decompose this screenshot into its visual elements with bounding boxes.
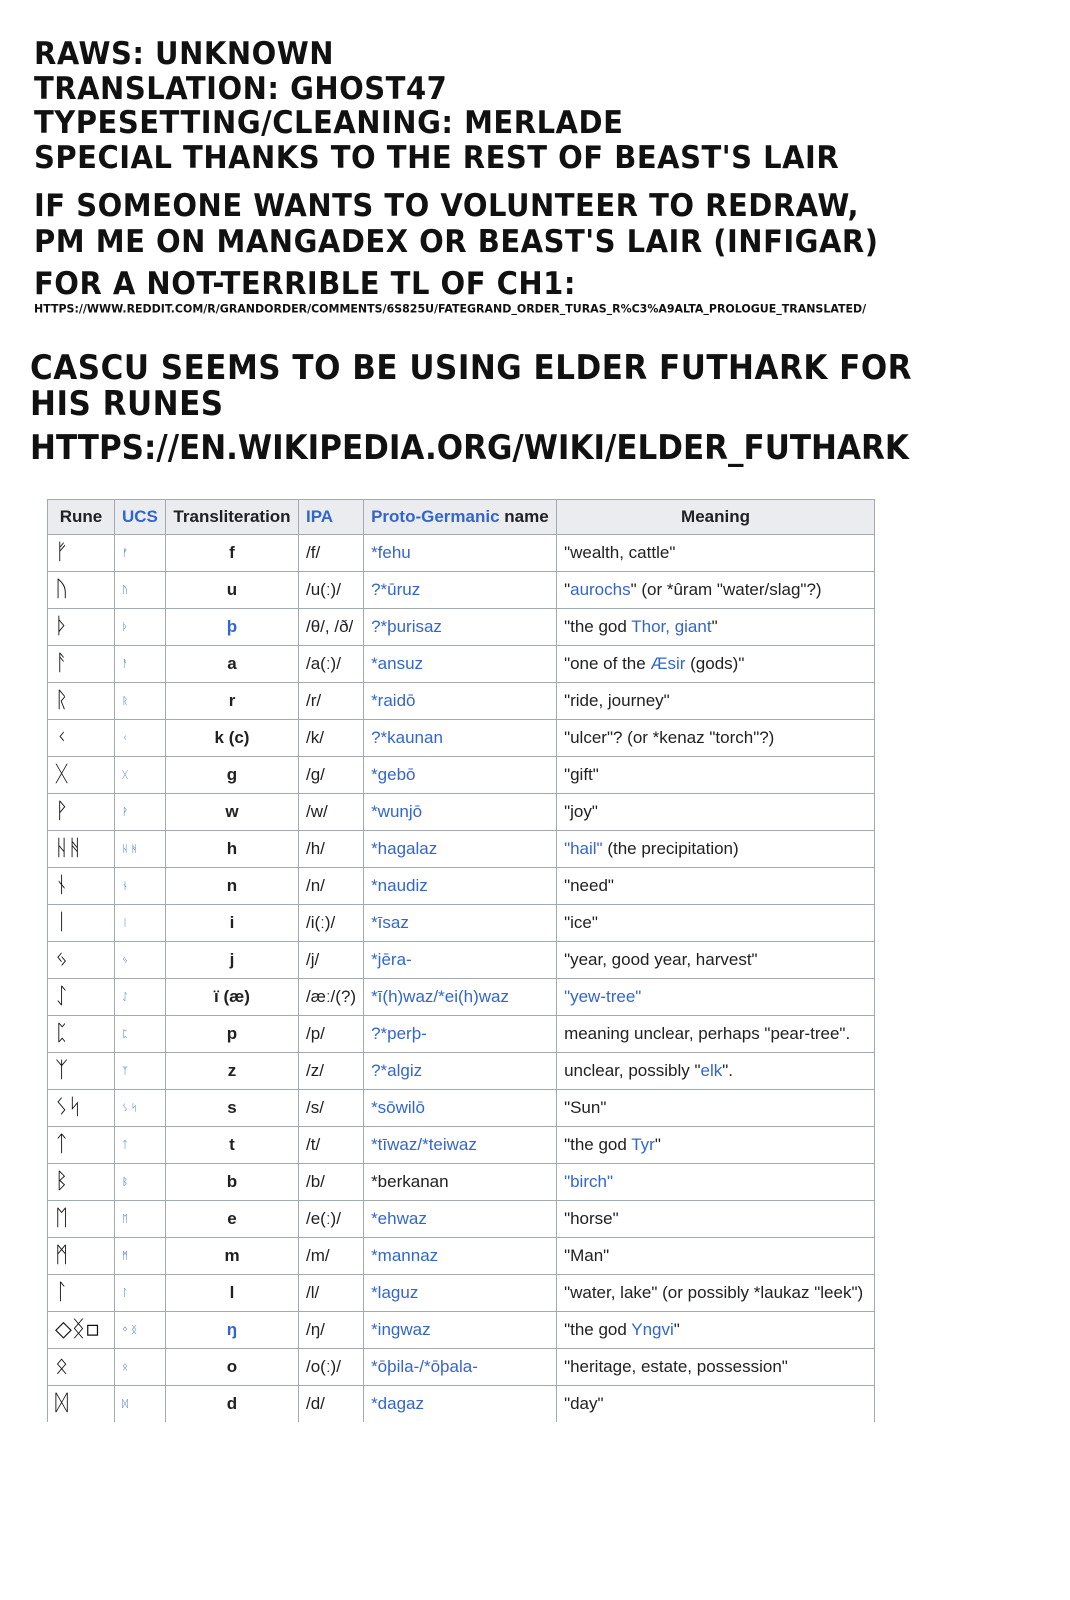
meaning-text: "day": [564, 1394, 604, 1413]
ucs-glyph: ᚠ: [115, 535, 166, 572]
rune-glyph: ᛗ: [48, 1238, 115, 1275]
transliteration-cell: u: [166, 572, 299, 609]
rune-glyph: ᚱ: [48, 683, 115, 720]
transliteration-cell: e: [166, 1201, 299, 1238]
rune-glyph: ᛃ: [48, 942, 115, 979]
ipa-cell: /k/: [299, 720, 364, 757]
meaning-link[interactable]: "hail": [564, 839, 603, 858]
meaning-cell: [557, 572, 875, 609]
meaning-link[interactable]: elk: [700, 1061, 723, 1080]
ucs-glyph: ᚺ ᚻ: [115, 831, 166, 868]
ucs-glyph: ᚦ: [115, 609, 166, 646]
meaning-text-after: ": [673, 1320, 680, 1339]
meaning-cell: [557, 1053, 875, 1090]
meaning-cell: [557, 1164, 875, 1201]
table-row: [48, 572, 875, 609]
col-header-ucs[interactable]: [115, 500, 166, 535]
ucs-glyph: ᛚ: [115, 1275, 166, 1312]
table-header-row: [48, 500, 875, 535]
ucs-glyph: ᛞ: [115, 1386, 166, 1423]
ucs-glyph: ᚢ: [115, 572, 166, 609]
table-row: [48, 683, 875, 720]
name-cell: [364, 1312, 557, 1349]
meaning-text: "ulcer"? (or *kenaz "torch"?): [564, 728, 775, 747]
proto-germanic-name-link[interactable]: *ansuz: [371, 654, 424, 673]
ucs-glyph: ᚹ: [115, 794, 166, 831]
ipa-cell: /o(ː)/: [299, 1349, 364, 1386]
meaning-text: "wealth, cattle": [564, 543, 676, 562]
name-cell: [364, 979, 557, 1016]
ucs-glyph: ᛈ: [115, 1016, 166, 1053]
meaning-cell: [557, 1386, 875, 1423]
proto-germanic-name-link[interactable]: *jēra-: [371, 950, 412, 969]
proto-germanic-name-link[interactable]: *sōwilō: [371, 1098, 425, 1117]
transliteration-cell: g: [166, 757, 299, 794]
proto-germanic-name-link[interactable]: *fehu: [371, 543, 411, 562]
ipa-link[interactable]: IPA: [306, 507, 334, 526]
meaning-text-after: (the precipitation): [602, 839, 739, 858]
volunteer-line-2: PM ME ON MANGADEX OR BEAST'S LAIR (INFIGAR): [34, 222, 879, 260]
credit-raws: RAWS: UNKNOWN: [34, 34, 335, 72]
meaning-text: "ice": [564, 913, 598, 932]
rune-note-line-1: CASCU SEEMS TO BE USING ELDER FUTHARK FOR: [30, 348, 913, 388]
ucs-glyph: ᛒ: [115, 1164, 166, 1201]
proto-germanic-link[interactable]: Proto-Germanic: [371, 507, 500, 526]
ucs-glyph: ᛖ: [115, 1201, 166, 1238]
name-cell: [364, 1053, 557, 1090]
meaning-link[interactable]: Thor, giant: [631, 617, 712, 636]
name-cell: [364, 942, 557, 979]
rune-glyph: ᚺᚻ: [48, 831, 115, 868]
name-cell: [364, 831, 557, 868]
transliteration-cell: a: [166, 646, 299, 683]
table-row: [48, 1201, 875, 1238]
transliteration-cell: b: [166, 1164, 299, 1201]
transliteration-cell: s: [166, 1090, 299, 1127]
transliteration-cell: m: [166, 1238, 299, 1275]
proto-germanic-name-link[interactable]: ?*perþ-: [371, 1024, 427, 1043]
ipa-cell: /i(ː)/: [299, 905, 364, 942]
meaning-text: "heritage, estate, possession": [564, 1357, 788, 1376]
meaning-text: "ride, journey": [564, 691, 670, 710]
meaning-text: "the god: [564, 1135, 632, 1154]
meaning-text-after: ".: [722, 1061, 734, 1080]
name-cell: [364, 794, 557, 831]
transliteration-cell: d: [166, 1386, 299, 1423]
proto-germanic-name-link[interactable]: ?*kaunan: [371, 728, 443, 747]
col-header-transliteration: Transliteration: [166, 500, 299, 535]
proto-germanic-name-link[interactable]: *raidō: [371, 691, 416, 710]
meaning-cell: [557, 794, 875, 831]
name-cell: [364, 572, 557, 609]
name-cell: [364, 646, 557, 683]
rune-glyph: ᚹ: [48, 794, 115, 831]
ucs-glyph: ᛃ: [115, 942, 166, 979]
credit-thanks: SPECIAL THANKS TO THE REST OF BEAST'S LAIR: [34, 138, 840, 176]
ucs-glyph: ᛁ: [115, 905, 166, 942]
meaning-cell: [557, 646, 875, 683]
table-row: [48, 1238, 875, 1275]
ipa-cell: /u(ː)/: [299, 572, 364, 609]
meaning-link[interactable]: Æsir: [650, 654, 686, 673]
ipa-cell: /ŋ/: [299, 1312, 364, 1349]
rune-glyph: ᛒ: [48, 1164, 115, 1201]
table-row: [48, 609, 875, 646]
ucs-glyph: ᛟ: [115, 1349, 166, 1386]
proto-germanic-name-link[interactable]: ?*algiz: [371, 1061, 423, 1080]
rune-glyph: ᚨ: [48, 646, 115, 683]
meaning-cell: [557, 1127, 875, 1164]
table-row: [48, 1090, 875, 1127]
ipa-cell: /l/: [299, 1275, 364, 1312]
rune-glyph: ᛇ: [48, 979, 115, 1016]
name-cell: [364, 1349, 557, 1386]
meaning-cell: [557, 1238, 875, 1275]
proto-germanic-name-link[interactable]: *wunjō: [371, 802, 423, 821]
volunteer-line-1: IF SOMEONE WANTS TO VOLUNTEER TO REDRAW,: [34, 186, 859, 224]
table-row: [48, 905, 875, 942]
meaning-cell: [557, 683, 875, 720]
tl-label: FOR A NOT-TERRIBLE TL OF CH1:: [34, 264, 576, 302]
proto-germanic-name-link[interactable]: ?*ūruz: [371, 580, 421, 599]
credit-typesetting: TYPESETTING/CLEANING: MERLADE: [34, 103, 624, 141]
rune-glyph: ᚦ: [48, 609, 115, 646]
name-cell: [364, 757, 557, 794]
table-row: [48, 1386, 875, 1423]
ipa-cell: /r/: [299, 683, 364, 720]
meaning-text: "the god: [564, 617, 632, 636]
transliteration-cell: ï (æ): [166, 979, 299, 1016]
name-cell: [364, 720, 557, 757]
proto-germanic-name-link[interactable]: *ingwaz: [371, 1320, 431, 1339]
transliteration-cell: j: [166, 942, 299, 979]
rune-glyph: ᛊᛋ: [48, 1090, 115, 1127]
transliteration-cell: w: [166, 794, 299, 831]
proto-germanic-name-link[interactable]: *dagaz: [371, 1394, 424, 1413]
meaning-cell: [557, 1312, 875, 1349]
ucs-glyph: ᛗ: [115, 1238, 166, 1275]
ucs-glyph: ᚷ: [115, 757, 166, 794]
transliteration-cell: k (c): [166, 720, 299, 757]
meaning-cell: [557, 1349, 875, 1386]
meaning-cell: [557, 905, 875, 942]
credit-translation: TRANSLATION: GHOST47: [34, 69, 448, 107]
table-row: [48, 794, 875, 831]
meaning-text: unclear, possibly ": [564, 1061, 701, 1080]
proto-germanic-name-link[interactable]: *mannaz: [371, 1246, 439, 1265]
table-row: [48, 868, 875, 905]
meaning-cell: [557, 757, 875, 794]
rune-glyph: ᛖ: [48, 1201, 115, 1238]
proto-germanic-name-link[interactable]: *gebō: [371, 765, 416, 784]
meaning-text: "Sun": [564, 1098, 607, 1117]
transliteration-cell: z: [166, 1053, 299, 1090]
name-header-rest: name: [499, 507, 549, 526]
meaning-cell: [557, 942, 875, 979]
name-cell: [364, 535, 557, 572]
transliteration-cell: t: [166, 1127, 299, 1164]
rune-glyph: ᛞ: [48, 1386, 115, 1423]
transliteration-cell: r: [166, 683, 299, 720]
wiki-url[interactable]: HTTPS://EN.WIKIPEDIA.ORG/WIKI/ELDER_FUTHARK: [30, 428, 909, 468]
name-cell: [364, 1127, 557, 1164]
meaning-link[interactable]: "yew-tree": [564, 987, 642, 1006]
rune-glyph: ᚠ: [48, 535, 115, 572]
transliteration-cell: h: [166, 831, 299, 868]
rune-glyph: ᛈ: [48, 1016, 115, 1053]
tl-url[interactable]: HTTPS://WWW.REDDIT.COM/R/GRANDORDER/COMMENTS/6S825U/FATEGRAND_ORDER_TURAS_R%C3%A9ALTA_PROLOGUE_TRANSLATED/: [34, 301, 867, 316]
ipa-cell: /m/: [299, 1238, 364, 1275]
name-cell: [364, 1201, 557, 1238]
transliteration-cell: o: [166, 1349, 299, 1386]
col-header-name: [364, 500, 557, 535]
ipa-cell: /f/: [299, 535, 364, 572]
ipa-cell: /j/: [299, 942, 364, 979]
ucs-glyph: ᚲ: [115, 720, 166, 757]
transliteration-cell: p: [166, 1016, 299, 1053]
ipa-cell: /w/: [299, 794, 364, 831]
proto-germanic-name-link[interactable]: *ī(h)waz/*ei(h)waz: [371, 987, 509, 1006]
ipa-cell: /h/: [299, 831, 364, 868]
table-row: [48, 535, 875, 572]
rune-glyph: ◇ᛝ▫: [48, 1312, 115, 1349]
name-cell: [364, 1090, 557, 1127]
name-cell: [364, 1016, 557, 1053]
meaning-text: ": [564, 580, 571, 599]
ipa-cell: /g/: [299, 757, 364, 794]
meaning-text: "horse": [564, 1209, 619, 1228]
table-row: [48, 979, 875, 1016]
transliteration-cell: ŋ: [166, 1312, 299, 1349]
meaning-text: "water, lake" (or possibly *laukaz "leek"): [564, 1283, 864, 1302]
proto-germanic-name-link[interactable]: *laguz: [371, 1283, 419, 1302]
elder-futhark-table: [47, 499, 875, 1422]
transliteration-cell: n: [166, 868, 299, 905]
name-cell: [364, 1386, 557, 1423]
meaning-text: "Man": [564, 1246, 610, 1265]
meaning-text: "one of the: [564, 654, 651, 673]
meaning-link[interactable]: aurochs: [570, 580, 631, 599]
meaning-text-after: (gods)": [685, 654, 745, 673]
rune-note-line-2: HIS RUNES: [30, 384, 224, 424]
rune-glyph: ᚢ: [48, 572, 115, 609]
rune-glyph: ᚷ: [48, 757, 115, 794]
rune-glyph: ᛟ: [48, 1349, 115, 1386]
meaning-text-after: " (or *ûram "water/slag"?): [630, 580, 822, 599]
transliteration-cell: þ: [166, 609, 299, 646]
table-row: [48, 1053, 875, 1090]
ucs-glyph: ᚱ: [115, 683, 166, 720]
ipa-cell: /a(ː)/: [299, 646, 364, 683]
table-row: [48, 1312, 875, 1349]
ipa-cell: /d/: [299, 1386, 364, 1423]
transliteration-cell: l: [166, 1275, 299, 1312]
meaning-text-after: ": [654, 1135, 661, 1154]
name-cell: [364, 905, 557, 942]
table-row: [48, 1275, 875, 1312]
name-cell: [364, 1164, 557, 1201]
meaning-text: "need": [564, 876, 614, 895]
proto-germanic-name-link[interactable]: *īsaz: [371, 913, 409, 932]
table-row: [48, 1016, 875, 1053]
proto-germanic-name-link[interactable]: ?*þurisaz: [371, 617, 442, 636]
meaning-text: meaning unclear, perhaps "pear-tree".: [564, 1024, 851, 1043]
proto-germanic-name-link[interactable]: *berkanan: [371, 1172, 449, 1191]
table-row: [48, 831, 875, 868]
meaning-cell: [557, 979, 875, 1016]
rune-glyph: ᛚ: [48, 1275, 115, 1312]
rune-glyph: ᛏ: [48, 1127, 115, 1164]
meaning-cell: [557, 720, 875, 757]
proto-germanic-name-link[interactable]: *hagalaz: [371, 839, 438, 858]
col-header-meaning: Meaning: [557, 500, 875, 535]
meaning-cell: [557, 1275, 875, 1312]
table-row: [48, 1164, 875, 1201]
col-header-ipa[interactable]: [299, 500, 364, 535]
ipa-cell: /t/: [299, 1127, 364, 1164]
meaning-text-after: ": [711, 617, 718, 636]
name-cell: [364, 609, 557, 646]
meaning-text: "joy": [564, 802, 598, 821]
meaning-cell: [557, 535, 875, 572]
ipa-cell: /z/: [299, 1053, 364, 1090]
table-row: [48, 646, 875, 683]
meaning-cell: [557, 831, 875, 868]
proto-germanic-name-link[interactable]: *tīwaz/*teiwaz: [371, 1135, 477, 1154]
table-row: [48, 942, 875, 979]
meaning-cell: [557, 1016, 875, 1053]
ucs-glyph: ᚨ: [115, 646, 166, 683]
table-row: [48, 720, 875, 757]
meaning-text: "the god: [564, 1320, 632, 1339]
rune-glyph: ᛁ: [48, 905, 115, 942]
rune-glyph: ᚲ: [48, 720, 115, 757]
proto-germanic-name-link[interactable]: *ōþila-/*ōþala-: [371, 1357, 478, 1376]
meaning-cell: [557, 868, 875, 905]
meaning-text: "year, good year, harvest": [564, 950, 758, 969]
ucs-glyph: ᛇ: [115, 979, 166, 1016]
meaning-link[interactable]: Tyr: [631, 1135, 655, 1154]
name-cell: [364, 1275, 557, 1312]
name-cell: [364, 1238, 557, 1275]
proto-germanic-name-link[interactable]: *naudiz: [371, 876, 428, 895]
ipa-cell: /e(ː)/: [299, 1201, 364, 1238]
col-header-rune: Rune: [48, 500, 115, 535]
meaning-link[interactable]: Yngvi: [631, 1320, 674, 1339]
ipa-cell: /p/: [299, 1016, 364, 1053]
meaning-cell: [557, 1090, 875, 1127]
rune-glyph: ᛉ: [48, 1053, 115, 1090]
ucs-glyph: ᛏ: [115, 1127, 166, 1164]
ipa-cell: /b/: [299, 1164, 364, 1201]
ucs-glyph: ᛉ: [115, 1053, 166, 1090]
rune-glyph: ᚾ: [48, 868, 115, 905]
table-row: [48, 1127, 875, 1164]
ucs-glyph: ᛊ ᛋ: [115, 1090, 166, 1127]
name-cell: [364, 868, 557, 905]
transliteration-cell: i: [166, 905, 299, 942]
ucs-glyph: ᚾ: [115, 868, 166, 905]
ipa-cell: /θ/, /ð/: [299, 609, 364, 646]
meaning-cell: [557, 609, 875, 646]
ucs-link[interactable]: UCS: [122, 507, 158, 526]
ipa-cell: /æː/(?): [299, 979, 364, 1016]
proto-germanic-name-link[interactable]: *ehwaz: [371, 1209, 427, 1228]
meaning-link[interactable]: "birch": [564, 1172, 613, 1191]
ipa-cell: /s/: [299, 1090, 364, 1127]
transliteration-cell: f: [166, 535, 299, 572]
ucs-glyph: ᛜ ᛝ: [115, 1312, 166, 1349]
name-cell: [364, 683, 557, 720]
table-row: [48, 757, 875, 794]
meaning-text: "gift": [564, 765, 599, 784]
table-body: [48, 535, 875, 1423]
ipa-cell: /n/: [299, 868, 364, 905]
meaning-cell: [557, 1201, 875, 1238]
table-row: [48, 1349, 875, 1386]
